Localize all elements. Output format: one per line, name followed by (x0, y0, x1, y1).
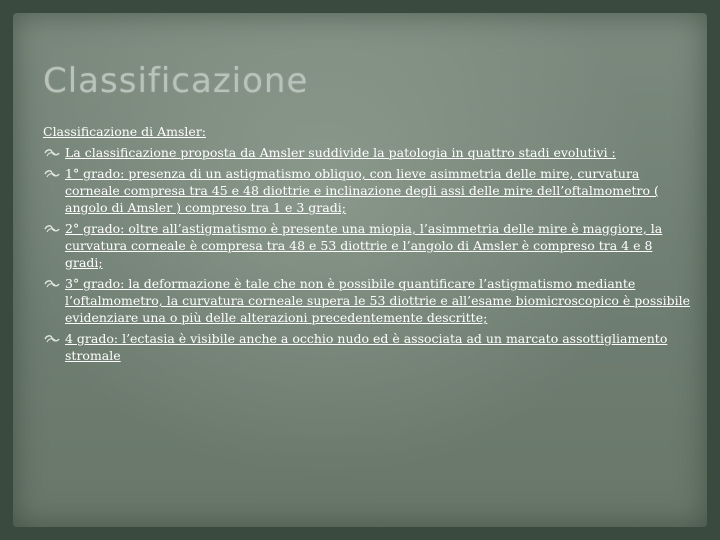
slide-content (43, 123, 693, 368)
bullet-list (43, 144, 693, 364)
slide-panel (13, 13, 707, 527)
list-item-text: 3° grado: la deformazione è tale che non è possibile quantificare l’astigmatismo mediante l’oftalmometro, la curvatura corneale supera le 53 diottrie e all’esame biomicroscopico è possibile evidenziare una o più delle alterazioni precedentemente descritte; (65, 276, 691, 325)
list-item (43, 165, 693, 216)
list-item-text: 1° grado: presenza di un astigmatismo obliquo, con lieve asimmetria delle mire, curvatura corneale compresa tra 45 e 48 diottrie e inclinazione degli assi delle mire dell’oftalmometro ( angolo di Amsler ) compreso tra 1 e 3 gradi; (65, 166, 659, 215)
list-item (43, 275, 693, 326)
lead-text: Classificazione di Amsler: (43, 124, 207, 139)
list-item-text: 2° grado: oltre all’astigmatismo è presente una miopia, l’asimmetria delle mire è maggiore, la curvatura corneale è compresa tra 48 e 53 diottrie e l’angolo di Amsler è compreso tra 4 e 8 gradi; (65, 221, 663, 270)
list-item (43, 330, 693, 364)
list-item-text: 4 grado: l’ectasia è visibile anche a occhio nudo ed è associata ad un marcato assottigliamento stromale (65, 331, 668, 363)
list-item-text: La classificazione proposta da Amsler suddivide la patologia in quattro stadi evolutivi : (65, 145, 616, 160)
swirl-bullet-icon (44, 169, 60, 179)
swirl-bullet-icon (44, 279, 60, 289)
list-item (43, 144, 693, 161)
list-item (43, 220, 693, 271)
swirl-bullet-icon (44, 148, 60, 158)
swirl-bullet-icon (44, 334, 60, 344)
swirl-bullet-icon (44, 224, 60, 234)
slide-title: Classificazione (43, 61, 309, 101)
